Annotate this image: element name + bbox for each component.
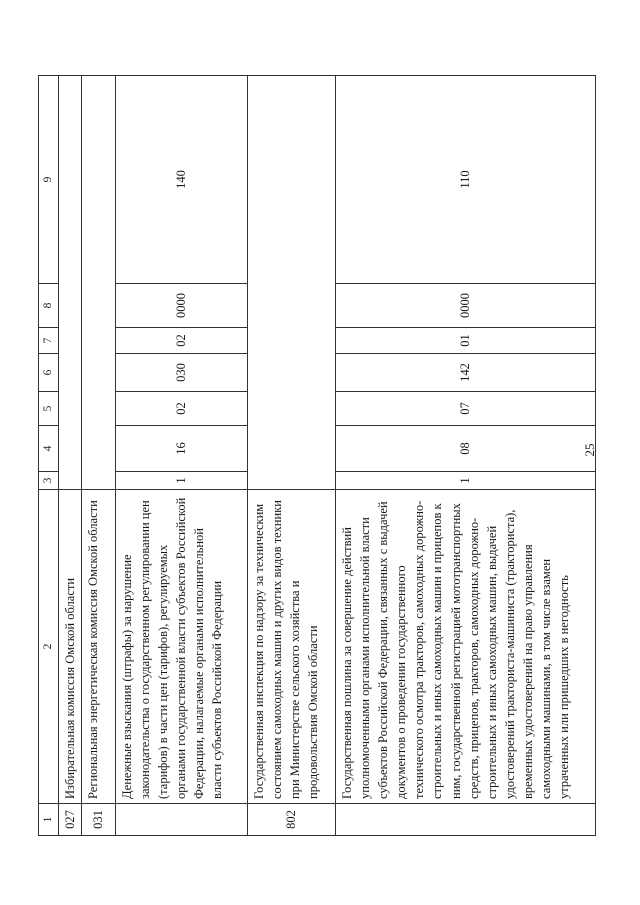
table-row	[58, 76, 81, 836]
col-header-7: 7	[39, 328, 59, 354]
cell-c6: 030	[115, 354, 247, 392]
col-header-2: 2	[39, 490, 59, 804]
cell-c5: 07	[335, 392, 595, 426]
col-header-8: 8	[39, 284, 59, 328]
row-code: 031	[81, 804, 115, 836]
row-code	[335, 804, 595, 836]
col-header-9: 9	[39, 76, 59, 284]
cell-c5: 02	[115, 392, 247, 426]
cell-c6: 142	[335, 354, 595, 392]
row-name: Региональная энергетическая комиссия Омской области	[81, 490, 115, 804]
cell-c8: 0000	[115, 284, 247, 328]
cell-c4: 16	[115, 426, 247, 472]
table-row	[247, 76, 335, 836]
row-code	[115, 804, 247, 836]
row-code: 802	[247, 804, 335, 836]
cell-c7: 01	[335, 328, 595, 354]
page-number: 25	[582, 443, 597, 457]
col-header-1: 1	[39, 804, 59, 836]
table-row	[115, 76, 247, 836]
rotated-table-sheet	[38, 76, 618, 836]
row-name: Денежные взыскания (штрафы) за нарушение законодательства о государственном регулировании цен (тарифов) в части цен (тарифов), регулируемых органами государственной власти субъектов Российской Федерации, налагаемые органами исполнительной власти субъектов Российской Федерации	[115, 490, 247, 804]
cell-c9: 140	[115, 76, 247, 284]
col-header-4: 4	[39, 426, 59, 472]
empty-cell	[247, 76, 335, 490]
table-row	[335, 76, 595, 836]
col-header-6: 6	[39, 354, 59, 392]
cell-c7: 02	[115, 328, 247, 354]
row-name: Избирательная комиссия Омской области	[58, 490, 81, 804]
cell-c3: 1	[115, 472, 247, 490]
cell-c9: 110	[335, 76, 595, 284]
cell-c8: 0000	[335, 284, 595, 328]
row-name: Государственная пошлина за совершение действий уполномоченными органами исполнительной власти субъектов Российской Федерации, связанных с выдачей документов о проведении государственного технического осмотра тракторов, самоходных дорожно-строительных и иных самоходных машин и прицепов к ним, государственной регистрацией мототранспортных средств, прицепов, тракторов, самоходных дорожно-строительных и иных самоходных машин, выдачей удостоверений тракториста-машиниста (тракториста), временных удостоверений на право управления самоходными машинами, в том числе взамен утраченных или пришедших в негодность	[335, 490, 595, 804]
empty-cell	[81, 76, 115, 490]
cell-c4: 08	[335, 426, 595, 472]
row-name: Государственная инспекция по надзору за техническим состоянием самоходных машин и других видов техники при Министерстве сельского хозяйства и продовольствия Омской области	[247, 490, 335, 804]
budget-classification-table	[38, 75, 596, 836]
header-row	[39, 76, 59, 836]
col-header-5: 5	[39, 392, 59, 426]
col-header-3: 3	[39, 472, 59, 490]
row-code: 027	[58, 804, 81, 836]
empty-cell	[58, 76, 81, 490]
table-row	[81, 76, 115, 836]
cell-c3: 1	[335, 472, 595, 490]
